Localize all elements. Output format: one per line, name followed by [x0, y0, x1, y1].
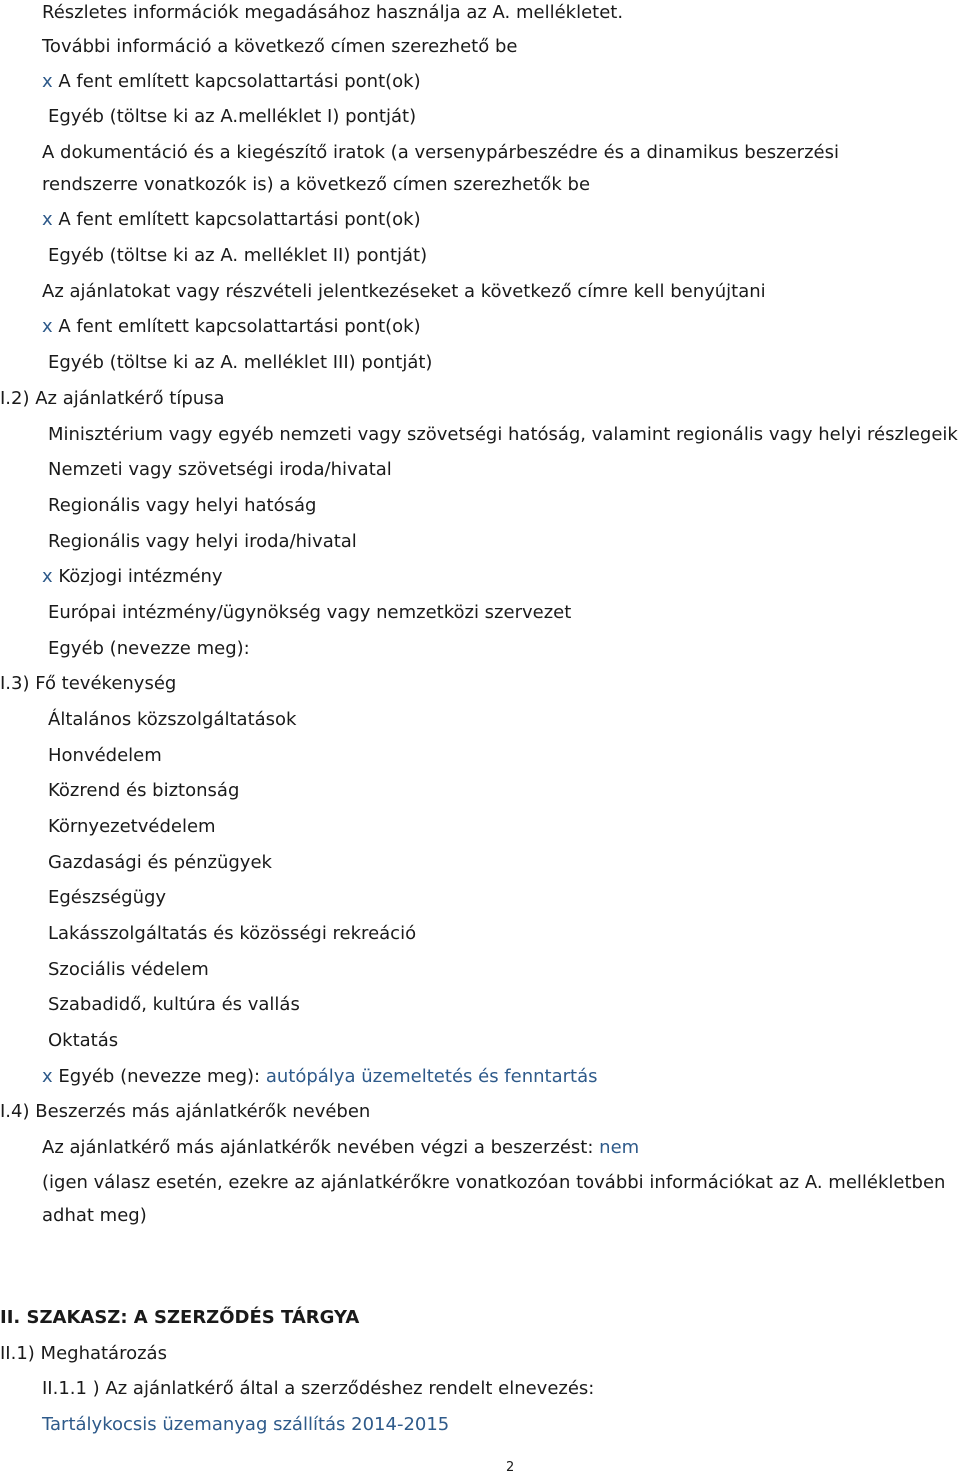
option-label: A fent említett kapcsolattartási pont(ok)	[58, 71, 421, 92]
option-label: Lakásszolgáltatás és közösségi rekreáció	[48, 923, 417, 944]
option-label: Gazdasági és pénzügyek	[48, 852, 272, 873]
option-label: Közjogi intézmény	[58, 566, 223, 587]
option-label: Regionális vagy helyi iroda/hivatal	[48, 531, 357, 552]
answer-value: autópálya üzemeltetés és fenntartás	[265, 1066, 598, 1087]
option-label: Általános közszolgáltatások	[48, 709, 297, 730]
option-label: Egyéb (nevezze meg):	[48, 638, 250, 659]
answer-value: Tartálykocsis üzemanyag szállítás 2014-2015	[42, 1414, 450, 1435]
option-label: Nemzeti vagy szövetségi iroda/hivatal	[48, 459, 392, 480]
option-label: Szociális védelem	[48, 959, 209, 980]
option-label: A fent említett kapcsolattartási pont(ok)	[58, 316, 421, 337]
page-number: 2	[506, 1460, 515, 1475]
checkbox-option	[42, 1066, 597, 1088]
checked-mark: x	[42, 209, 53, 230]
option-label: A fent említett kapcsolattartási pont(ok)	[58, 209, 421, 230]
checkbox-option	[42, 71, 421, 93]
option-label: Oktatás	[48, 1030, 119, 1051]
info-line: Az ajánlatokat vagy részvételi jelentkezéseket a következő címre kell benyújtani	[42, 281, 766, 302]
checked-mark: x	[42, 1066, 53, 1087]
info-line: További információ a következő címen szerezhető be	[42, 36, 518, 57]
checked-mark: x	[42, 71, 53, 92]
option-label: Minisztérium vagy egyéb nemzeti vagy szövetségi hatóság, valamint regionális vagy helyi részlegeik	[48, 424, 958, 445]
section-title: I.3) Fő tevékenység	[0, 673, 177, 694]
option-label: Környezetvédelem	[48, 816, 216, 837]
checkbox-option	[42, 566, 223, 588]
checked-mark: x	[42, 316, 53, 337]
checkbox-option	[42, 209, 421, 231]
option-label: Egyéb (töltse ki az A.melléklet I) pontját)	[48, 106, 417, 127]
section-heading: II. SZAKASZ: A SZERZŐDÉS TÁRGYA	[0, 1307, 360, 1328]
section-title: II.1) Meghatározás	[0, 1343, 167, 1364]
info-line: Részletes információk megadásához használja az A. mellékletet.	[42, 2, 624, 23]
option-label: Egyéb (nevezze meg):	[58, 1066, 261, 1087]
item-label: II.1.1 ) Az ajánlatkérő által a szerződéshez rendelt elnevezés:	[42, 1378, 595, 1399]
checkbox-option	[42, 316, 421, 338]
checked-mark: x	[42, 566, 53, 587]
info-line: A dokumentáció és a kiegészítő iratok (a versenypárbeszédre és a dinamikus beszerzési	[42, 142, 839, 163]
question-line	[42, 1137, 639, 1159]
option-label: Honvédelem	[48, 745, 162, 766]
option-label: Egyéb (töltse ki az A. melléklet II) pontját)	[48, 245, 428, 266]
option-label: Közrend és biztonság	[48, 780, 240, 801]
question-label: Az ajánlatkérő más ajánlatkérők nevében végzi a beszerzést:	[42, 1137, 594, 1158]
section-title: I.2) Az ajánlatkérő típusa	[0, 388, 225, 409]
note-line: (igen válasz esetén, ezekre az ajánlatkérőkre vonatkozóan további információkat az A. mellékletben	[42, 1172, 946, 1193]
option-label: Egyéb (töltse ki az A. melléklet III) pontját)	[48, 352, 433, 373]
answer-value: nem	[599, 1137, 640, 1158]
option-label: Európai intézmény/ügynökség vagy nemzetközi szervezet	[48, 602, 572, 623]
option-label: Egészségügy	[48, 887, 167, 908]
option-label: Regionális vagy helyi hatóság	[48, 495, 317, 516]
option-label: Szabadidő, kultúra és vallás	[48, 994, 300, 1015]
info-line: rendszerre vonatkozók is) a következő címen szerezhetők be	[42, 174, 591, 195]
note-line: adhat meg)	[42, 1205, 147, 1226]
section-title: I.4) Beszerzés más ajánlatkérők nevében	[0, 1101, 371, 1122]
